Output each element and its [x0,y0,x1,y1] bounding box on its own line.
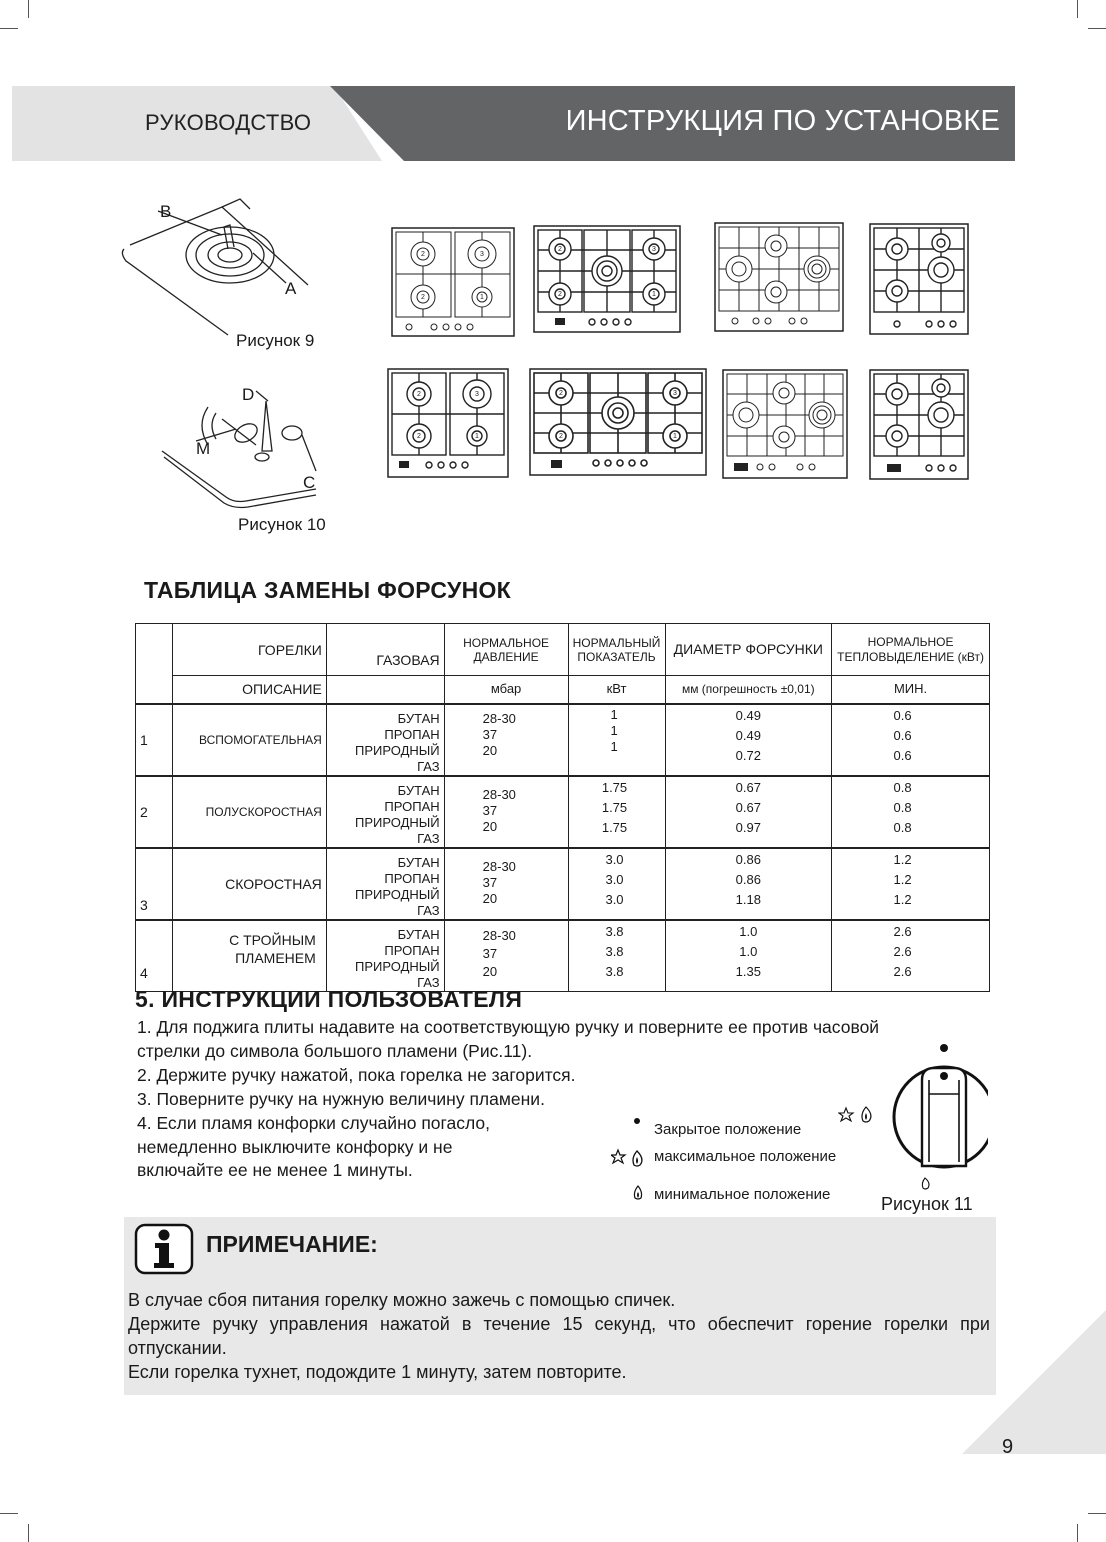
pressure-values [444,848,568,920]
gas-type: ПРИРОДНЫЙ ГАЗ [355,886,440,918]
gas-type: ПРОПАН [384,798,440,814]
heat-values [832,776,990,848]
hob-burner-label: 2 [559,390,563,397]
gas-type: ПРИРОДНЫЙ ГАЗ [355,742,440,774]
table-row [136,920,990,992]
hob-diagram-5-burner [533,225,681,333]
crop-mark [1077,0,1078,18]
rate-value: 3.0 [605,871,624,887]
hob-burner-label: 3 [673,390,677,397]
hob-burner-label: 3 [480,251,484,258]
pressure-value: 20 [482,742,498,758]
hob-diagram-4-burner-wok [869,223,969,335]
gas-types [326,704,444,776]
pressure-value: 37 [482,945,498,961]
rate-values [568,920,665,992]
hob-burner-label: 1 [475,433,479,440]
rate-value: 1.75 [601,819,628,835]
hob-burner-label: 3 [652,246,656,253]
heat-value: 1.2 [893,891,912,907]
header-heat: НОРМАЛЬНОЕ ТЕПЛОВЫДЕЛЕНИЕ (кВт) [832,624,990,676]
figure-9-burner-drawing [118,185,328,345]
burner-name: ВСПОМОГАТЕЛЬНАЯ [172,704,326,776]
note-line-2: Держите ручку управления нажатой в течение 15 секунд, что обеспечит горение горелки при отпускании. [128,1314,990,1358]
header-gas: ГАЗОВАЯ [326,624,444,676]
note-text [128,1288,990,1384]
diameter-values [665,848,832,920]
heat-value: 0.8 [893,819,912,835]
pressure-value: 28-30 [482,710,516,726]
crop-mark [0,28,18,29]
heat-value: 1.2 [893,851,912,867]
pressure-value: 20 [482,963,498,979]
diameter-value: 0.97 [735,819,761,835]
pressure-value: 28-30 [482,927,516,943]
legend-closed: Закрытое положение [654,1121,802,1138]
hob-burner-label: 2 [559,433,563,440]
page-number: 9 [1002,1436,1014,1458]
gas-type: ПРИРОДНЫЙ ГАЗ [355,958,440,990]
header-diameter: ДИАМЕТР ФОРСУНКИ [665,624,832,676]
pressure-value: 28-30 [482,858,516,874]
gas-type: БУТАН [397,710,440,726]
figure-11-knob-drawing [838,1040,988,1200]
pressure-values [444,776,568,848]
note-line-1: В случае сбоя питания горелку можно зажечь с помощью спичек. [128,1290,676,1310]
unit-heat: МИН. [832,676,990,704]
crop-mark [28,0,29,18]
diameter-values [665,704,832,776]
header-right-title: ИНСТРУКЦИЯ ПО УСТАНОВКЕ [565,105,1000,137]
step-1-line-1: 1. Для поджига плиты надавите на соответствующую ручку и поверните ее против часовой [137,1017,880,1037]
pressure-value: 28-30 [482,786,516,802]
gas-types [326,776,444,848]
crop-mark [1077,1524,1078,1542]
hob-burner-label: 2 [421,294,425,301]
burner-number: 3 [136,848,173,920]
gas-type: ПРИРОДНЫЙ ГАЗ [355,814,440,846]
pressure-value: 37 [482,726,498,742]
hob-diagram-4-burner-wok-digital [869,369,969,480]
rate-value: 3.0 [605,851,624,867]
burner-number: 1 [136,704,173,776]
diameter-value: 1.35 [735,963,761,979]
crop-mark [1088,28,1106,29]
hob-burner-label: 2 [417,391,421,398]
figure-9-label-b: B [160,202,172,221]
legend-max: максимальное положение [654,1148,837,1165]
heat-values [832,920,990,992]
table-corner-cell [136,624,173,704]
table-row [136,848,990,920]
min-flame-icon [632,1185,644,1201]
heat-values [832,704,990,776]
hob-burner-label: 2 [558,291,562,298]
rate-values [568,848,665,920]
header-rate: НОРМАЛЬНЫЙ ПОКАЗАТЕЛЬ [568,624,665,676]
header-burners: ГОРЕЛКИ [172,624,326,676]
heat-value: 0.6 [893,727,912,743]
step-2: 2. Держите ручку нажатой, пока горелка не загорится. [137,1065,576,1085]
step-4-line-1: 4. Если пламя конфорки случайно погасло, [137,1113,491,1133]
rate-value: 1.75 [601,799,628,815]
rate-value: 3.8 [605,923,624,939]
rate-value: 3.8 [605,943,624,959]
gas-type: ПРОПАН [384,870,440,886]
diameter-value: 0.49 [735,727,761,743]
diameter-value: 1.18 [735,891,761,907]
unit-gas-empty [326,676,444,704]
burner-name: СКОРОСТНАЯ [172,848,326,920]
burner-name: С ТРОЙНЫМ ПЛАМЕНЕМ [172,920,326,992]
table-row [136,776,990,848]
gas-type: БУТАН [397,782,440,798]
step-3: 3. Поверните ручку на нужную величину пламени. [137,1089,545,1109]
heat-value: 1.2 [893,871,912,887]
gas-type: ПРОПАН [384,942,440,958]
rate-value: 3.8 [605,963,624,979]
header-pressure: НОРМАЛЬНОЕ ДАВЛЕНИЕ [444,624,568,676]
pressure-value: 37 [482,874,498,890]
heat-value: 2.6 [893,943,912,959]
diameter-value: 0.67 [735,799,761,815]
step-1-line-2: стрелки до символа большого пламени (Рис.11). [137,1041,533,1061]
table-row [136,704,990,776]
gas-type: ПРОПАН [384,726,440,742]
gas-types [326,848,444,920]
rate-value: 1.75 [601,779,628,795]
rate-values [568,704,665,776]
heat-value: 0.6 [893,707,912,723]
pressure-value: 20 [482,890,498,906]
rate-value: 1 [610,722,618,738]
heat-value: 0.8 [893,779,912,795]
table-title: ТАБЛИЦА ЗАМЕНЫ ФОРСУНОК [144,577,512,603]
diameter-values [665,920,832,992]
step-4-line-3: включайте ее не менее 1 минуты. [137,1160,413,1180]
hob-diagram-4-burner [391,227,515,337]
figure-10-caption: Рисунок 10 [238,515,326,534]
hob-diagram-5-burner-wok [714,222,844,332]
heat-value: 0.8 [893,799,912,815]
nozzle-replacement-table [135,623,990,992]
hob-diagram-5-burner-wok-digital [722,369,848,479]
rate-value: 3.0 [605,891,624,907]
rate-values [568,776,665,848]
gas-type: БУТАН [397,854,440,870]
figure-10-label-d: D [242,385,255,404]
hob-diagram-5-burner-digital [529,368,707,476]
pressure-values [444,920,568,992]
legend-min: минимальное положение [654,1186,831,1203]
figure-11-caption: Рисунок 11 [881,1194,973,1214]
note-line-3: Если горелка тухнет, подождите 1 минуту, затем повторите. [128,1362,627,1382]
hob-burner-label: 3 [475,391,479,398]
gas-types [326,920,444,992]
hob-burner-label: 2 [417,433,421,440]
header-left-title: РУКОВОДСТВО [145,110,312,135]
diameter-value: 0.86 [735,871,761,887]
burner-number: 2 [136,776,173,848]
figure-10-label-m: M [196,439,211,458]
unit-diameter: мм (погрешность ±0,01) [665,676,832,704]
unit-rate: кВт [568,676,665,704]
crop-mark [0,1513,18,1514]
diameter-value: 0.67 [735,779,761,795]
heat-value: 2.6 [893,963,912,979]
unit-pressure: мбар [444,676,568,704]
figure-10-label-c: C [303,473,316,492]
step-4-line-2: немедленно выключите конфорку и не [137,1137,453,1157]
diameter-value: 0.86 [735,851,761,867]
user-section-title: 5. ИНСТРУКЦИИ ПОЛЬЗОВАТЕЛЯ [135,986,523,1012]
pressure-values [444,704,568,776]
note-title: ПРИМЕЧАНИЕ: [206,1231,378,1257]
max-flame-icon [611,1148,649,1168]
figure-9-label-a: A [285,279,297,298]
crop-mark [28,1524,29,1542]
hob-burner-label: 1 [673,433,677,440]
diameter-value: 0.72 [735,747,761,763]
heat-value: 0.6 [893,747,912,763]
info-icon [134,1223,194,1275]
hob-diagram-4-burner-digital [387,368,509,478]
diameter-value: 1.0 [739,923,758,939]
burner-name: ПОЛУСКОРОСТНАЯ [172,776,326,848]
diameter-value: 0.49 [735,707,761,723]
pressure-value: 20 [482,818,498,834]
unit-description: ОПИСАНИЕ [172,676,326,704]
burner-number: 4 [136,920,173,992]
diameter-values [665,776,832,848]
hob-burner-label: 2 [558,246,562,253]
hob-burner-label: 2 [421,251,425,258]
rate-value: 1 [610,738,618,754]
hob-burner-label: 1 [480,294,484,301]
hob-burner-label: 1 [652,291,656,298]
figure-9-caption: Рисунок 9 [236,331,315,350]
heat-value: 2.6 [893,923,912,939]
gas-type: БУТАН [397,926,440,942]
diameter-value: 1.0 [739,943,758,959]
heat-values [832,848,990,920]
pressure-value: 37 [482,802,498,818]
closed-position-dot-icon [634,1118,640,1124]
rate-value: 1 [610,706,618,722]
crop-mark [1088,1513,1106,1514]
